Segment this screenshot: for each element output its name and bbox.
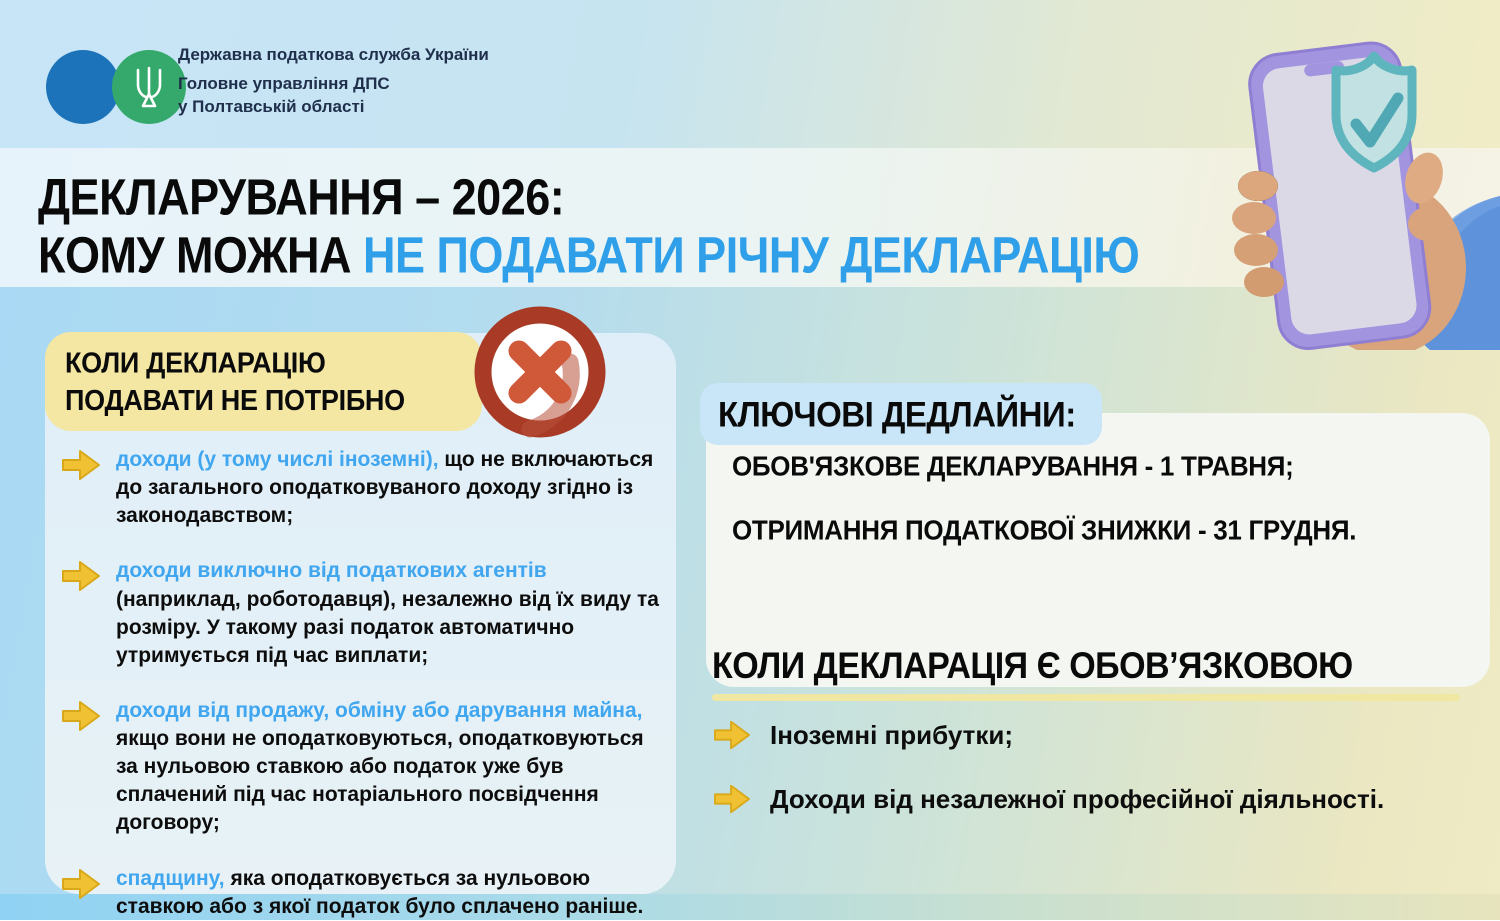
deadlines-label: КЛЮЧОВІ ДЕДЛАЙНИ: [718, 394, 1076, 434]
logo-blue-circle-icon [46, 50, 120, 124]
list-item [60, 557, 660, 670]
not-required-heading [65, 345, 482, 420]
item-lead: доходи від продажу, обміну або дарування майна, [116, 698, 643, 722]
item-lead: доходи (у тому числі іноземні), [116, 448, 439, 471]
item-lead: доходи виключно від податкових агентів [116, 559, 547, 583]
org-line-2: Головне управління ДПС [178, 74, 390, 94]
page-title-line-1: ДЕКЛАРУВАННЯ – 2026: [38, 168, 565, 227]
item-lead: спадщину, [116, 866, 225, 890]
list-item-text [116, 446, 660, 530]
phone-shield-check-illustration [1228, 28, 1500, 355]
phone-shield-check-icon [1228, 28, 1500, 350]
arrow-right-icon [60, 447, 102, 483]
arrow-right-icon [60, 866, 102, 902]
item-rest: що не включаються до загального оподатковуваного доходу згідно із законодавством; [116, 448, 654, 528]
title-blue-part: НЕ ПОДАВАТИ РІЧНУ ДЕКЛАРАЦІЮ [363, 226, 1140, 285]
list-item [712, 718, 1013, 752]
list-item [60, 446, 660, 530]
deadlines-label-pill [700, 383, 1102, 445]
list-item-text [116, 865, 660, 921]
mandatory-heading: КОЛИ ДЕКЛАРАЦІЯ Є ОБОВ’ЯЗКОВОЮ [712, 645, 1353, 687]
not-required-list [60, 446, 660, 921]
deadlines-list [732, 450, 1356, 545]
item-rest: (наприклад, роботодавця), незалежно від їх виду та розміру. У такому разі податок автоматично утримується під час виплати; [116, 587, 659, 667]
arrow-right-icon [60, 558, 102, 594]
page-title-line-2 [38, 226, 1139, 285]
list-item-text [116, 697, 660, 838]
arrow-right-icon [712, 782, 752, 816]
list-item-text: Іноземні прибутки; [770, 719, 1014, 750]
deadline-item: ОБОВ'ЯЗКОВЕ ДЕКЛАРУВАННЯ - 1 ТРАВНЯ; [732, 450, 1294, 482]
not-required-heading-line-1: КОЛИ ДЕКЛАРАЦІЮ [65, 347, 326, 379]
shield-check-icon [1336, 56, 1412, 168]
not-required-heading-line-2: ПОДАВАТИ НЕ ПОТРІБНО [65, 384, 405, 417]
deadline-item: ОТРИМАННЯ ПОДАТКОВОЇ ЗНИЖКИ - 31 ГРУДНЯ. [732, 514, 1357, 546]
trident-glyph [112, 50, 186, 124]
list-item-text [116, 557, 660, 670]
mandatory-heading-underline [712, 694, 1460, 701]
org-line-1: Державна податкова служба України [178, 45, 489, 64]
not-required-heading-pill [45, 332, 482, 431]
list-item [60, 865, 660, 921]
x-cross-icon [474, 306, 606, 443]
item-rest: якщо вони не оподатковуються, оподатковуються за нульовою ставкою або податок уже був сплачений під час нотаріального посвідчення договору; [116, 727, 644, 835]
x-cross-badge [474, 306, 606, 438]
item-rest: яка оподатковується за нульовою ставкою або з якої податок було сплачено раніше. [116, 866, 644, 918]
arrow-right-icon [712, 718, 752, 752]
list-item [60, 697, 660, 838]
list-item [712, 782, 1384, 816]
arrow-right-icon [60, 698, 102, 734]
list-item-text: Доходи від незалежної професійної діяльності. [770, 783, 1385, 814]
org-line-3: у Полтавській області [178, 96, 365, 116]
title-black-part: КОМУ МОЖНА [38, 226, 364, 285]
organization-name [178, 44, 489, 118]
trident-icon [112, 50, 186, 124]
